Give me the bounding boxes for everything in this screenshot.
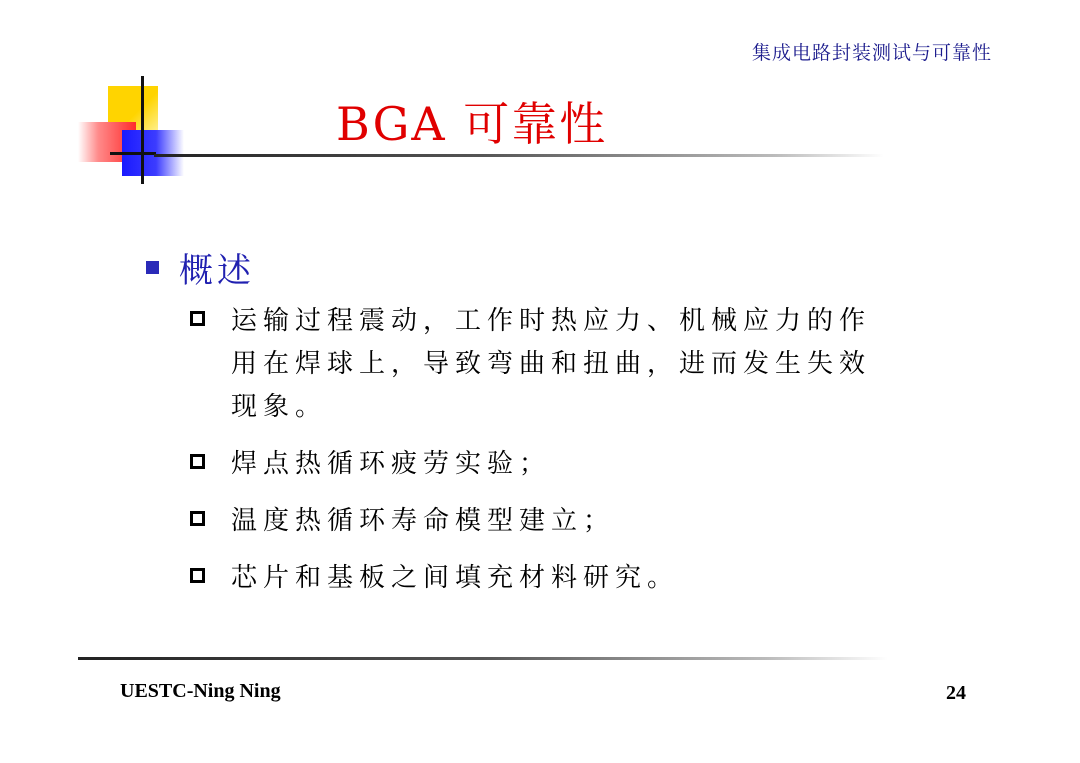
list-item-text: 温度热循环寿命模型建立； [231,506,616,536]
list-item [190,443,910,486]
open-square-bullet-icon [190,311,205,326]
main-bullet [146,243,255,292]
list-item [190,500,910,543]
header-course-title: 集成电路封装测试与可靠性 [751,42,992,64]
list-item-text: 运输过程震动，工作时热应力、机械应力的作用在焊球上，导致弯曲和扭曲，进而发生失效现象。 [231,306,872,422]
deco-horizontal-line [110,152,156,155]
deco-vertical-line [141,76,144,184]
list-item [190,557,910,600]
filled-square-bullet-icon [146,261,159,274]
bullet-heading: 概述 [179,251,255,291]
title-divider [154,154,884,157]
footer-divider [78,657,888,660]
open-square-bullet-icon [190,454,205,469]
page-number: 24 [946,682,966,704]
list-item-text: 芯片和基板之间填充材料研究。 [231,563,680,593]
open-square-bullet-icon [190,568,205,583]
footer-author: UESTC-Ning Ning [120,680,281,702]
sub-bullet-list [190,300,910,614]
list-item [190,300,910,429]
list-item-text: 焊点热循环疲劳实验； [231,449,552,479]
open-square-bullet-icon [190,511,205,526]
slide-title: BGA 可靠性 [336,97,608,151]
